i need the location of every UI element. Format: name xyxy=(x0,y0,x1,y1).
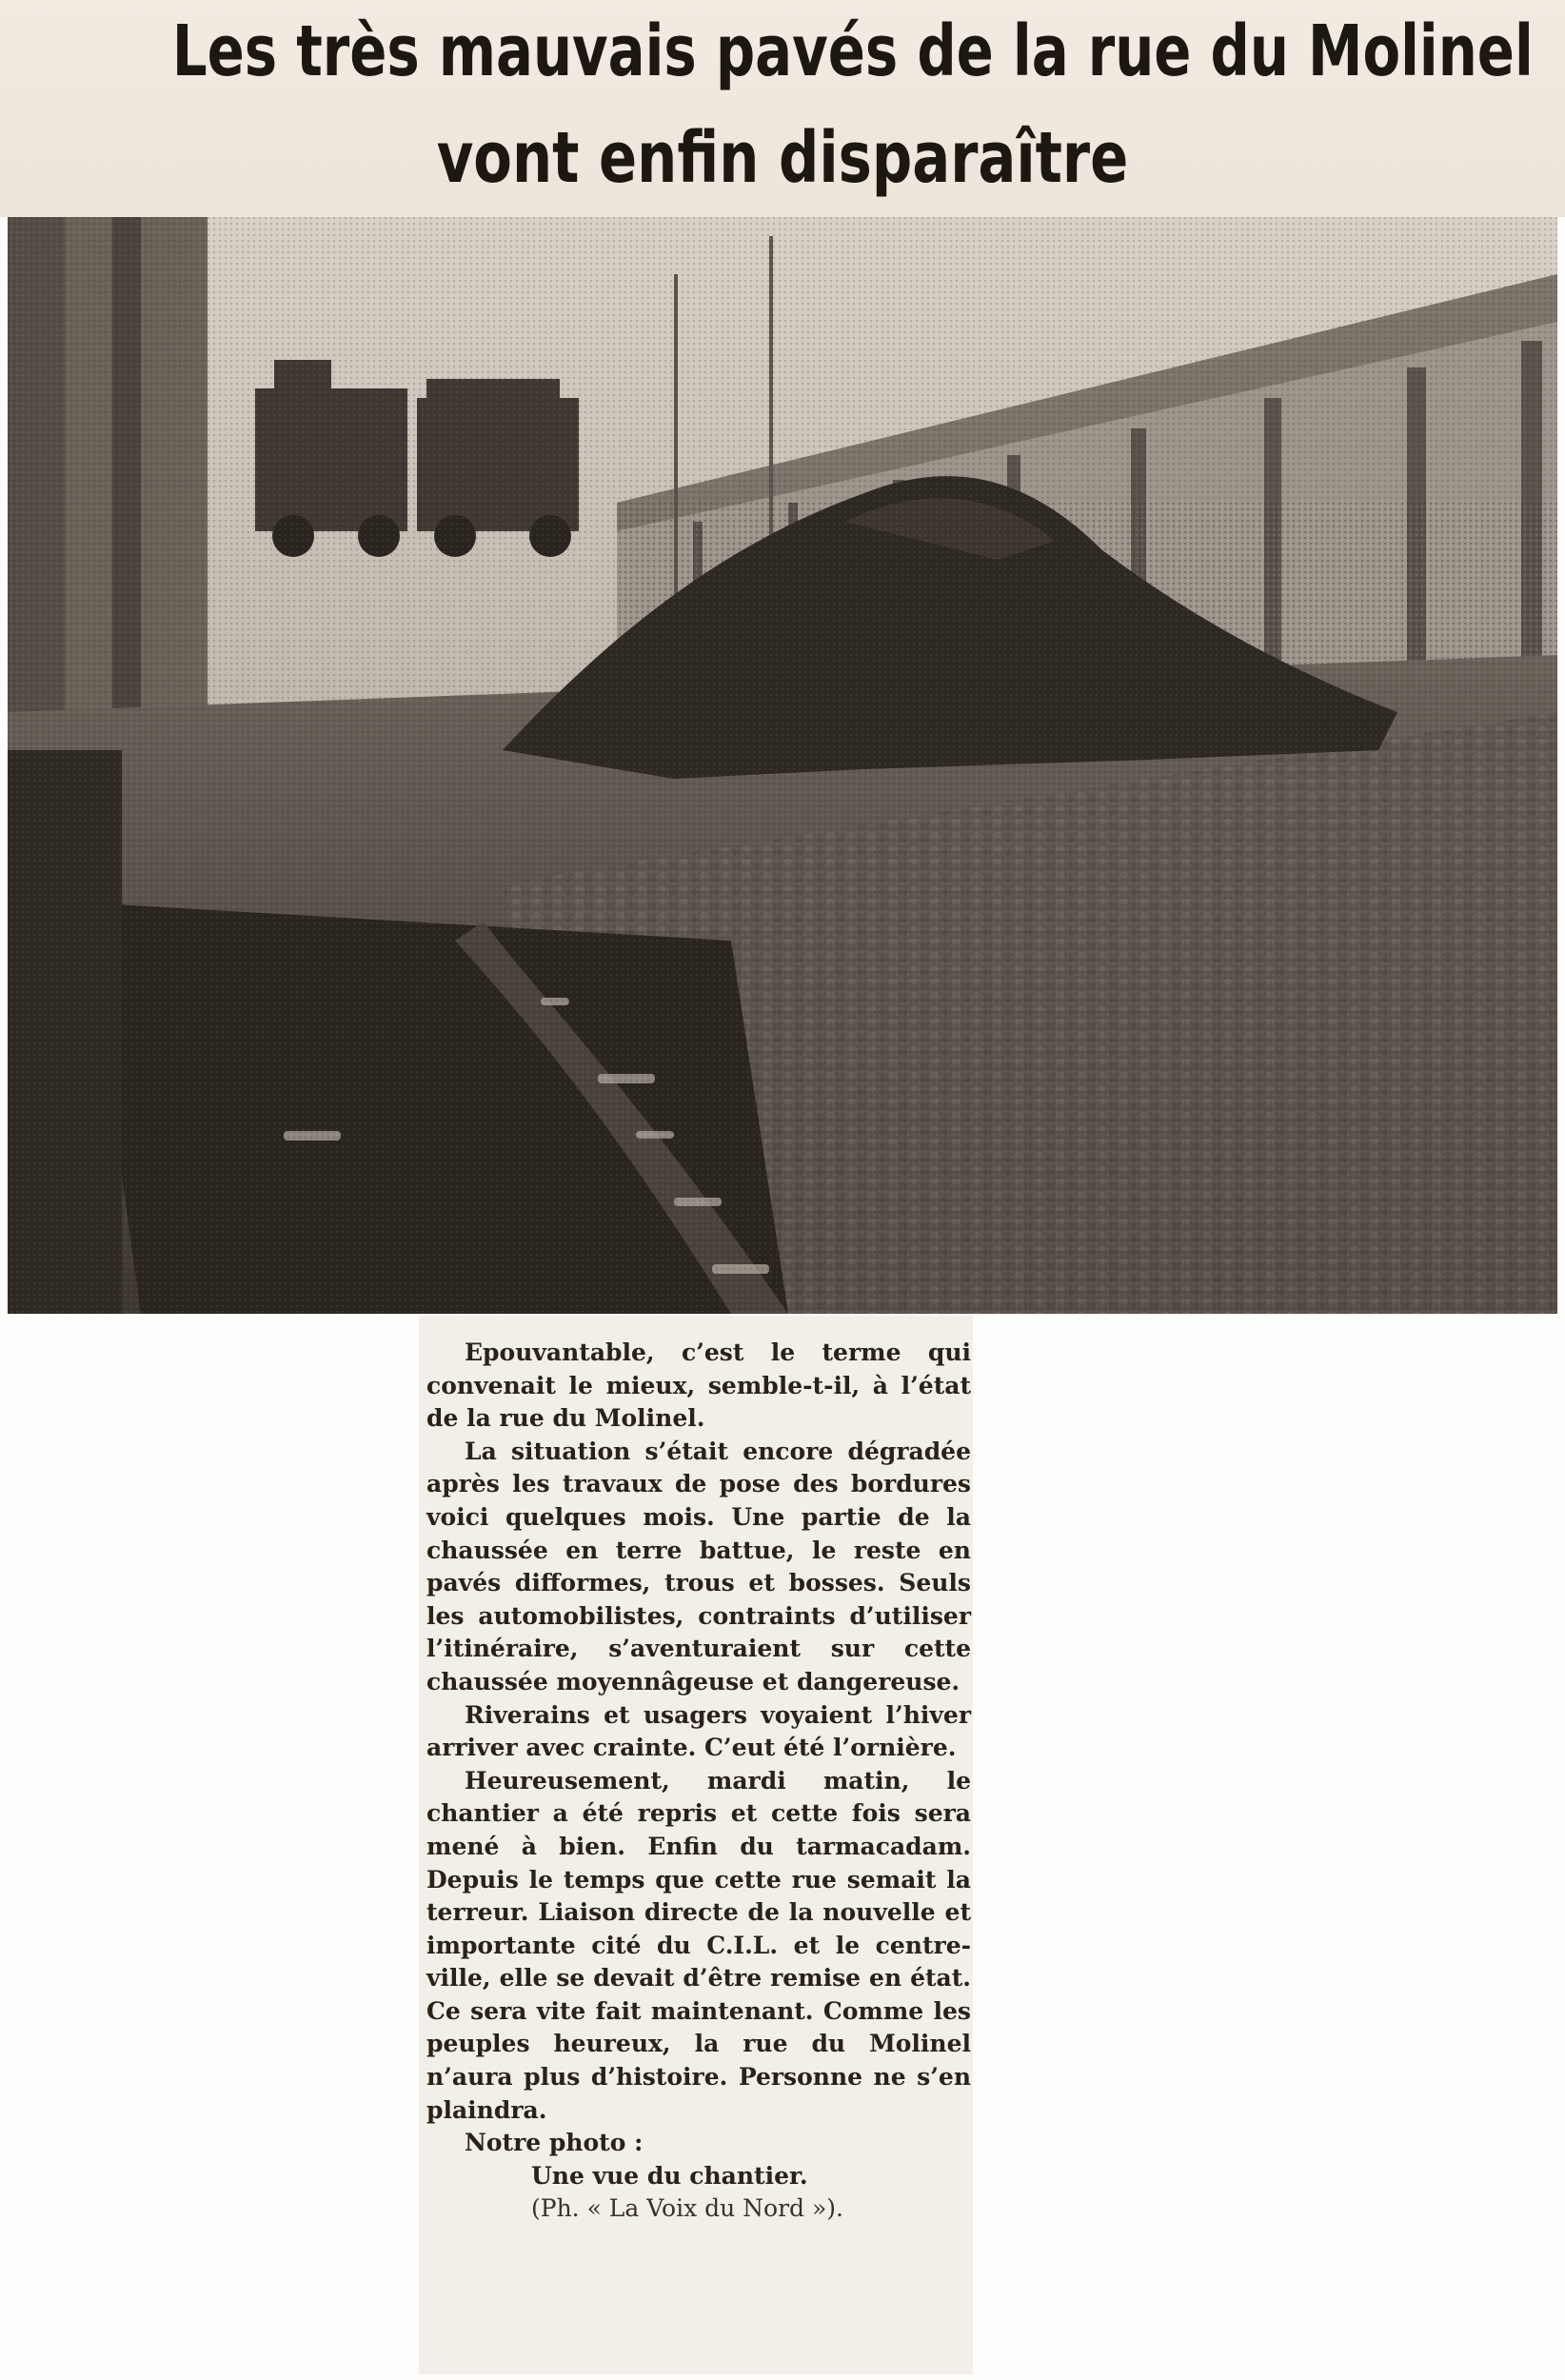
photo-caption-heading: Notre photo : xyxy=(465,2129,644,2157)
article-paragraph-1: Epouvantable, c’est le terme qui convenait le mieux, semble-t-il, à l’état de la rue du Molinel. xyxy=(426,1339,971,1433)
photo-credit: (Ph. « La Voix du Nord »). xyxy=(531,2194,843,2223)
article-paragraph-2: La situation s’était encore dégradée après les travaux de pose des bordures voici quelques mois. Une partie de la chaussée en terre battue, le reste en pavés difformes, trous et bosses. Seuls les automobilistes, contraints d’utiliser l’itinéraire, s’aventuraient sur cette chaussée moyennâgeuse et dangereuse. xyxy=(426,1437,971,1696)
article-paragraph-4: Heureusement, mardi matin, le chantier a été repris et cette fois sera mené à bien. Enfin du tarmacadam. Depuis le temps que cette rue semait la terreur. Liaison directe de la nouvelle et importante cité du C.I.L. et le centre-ville, elle se devait d’être remise en état. Ce sera vite fait maintenant. Comme les peuples heureux, la rue du Molinel n’aura plus d’histoire. Personne ne s’en plaindra. xyxy=(426,1766,971,2124)
article-column xyxy=(419,1316,973,2374)
photo-caption: Une vue du chantier. xyxy=(531,2161,808,2190)
headline-line-1: Les très mauvais pavés de la rue du Molinel xyxy=(171,10,1534,92)
photo-illustration xyxy=(8,217,1557,1314)
headline-block xyxy=(0,0,1565,217)
photo-construction-site xyxy=(8,217,1557,1314)
article-paragraph-3: Riverains et usagers voyaient l’hiver arriver avec crainte. C’eut été l’ornière. xyxy=(426,1700,971,1762)
headline-line-2: vont enfin disparaître xyxy=(436,117,1129,199)
article-text xyxy=(426,1337,971,2226)
